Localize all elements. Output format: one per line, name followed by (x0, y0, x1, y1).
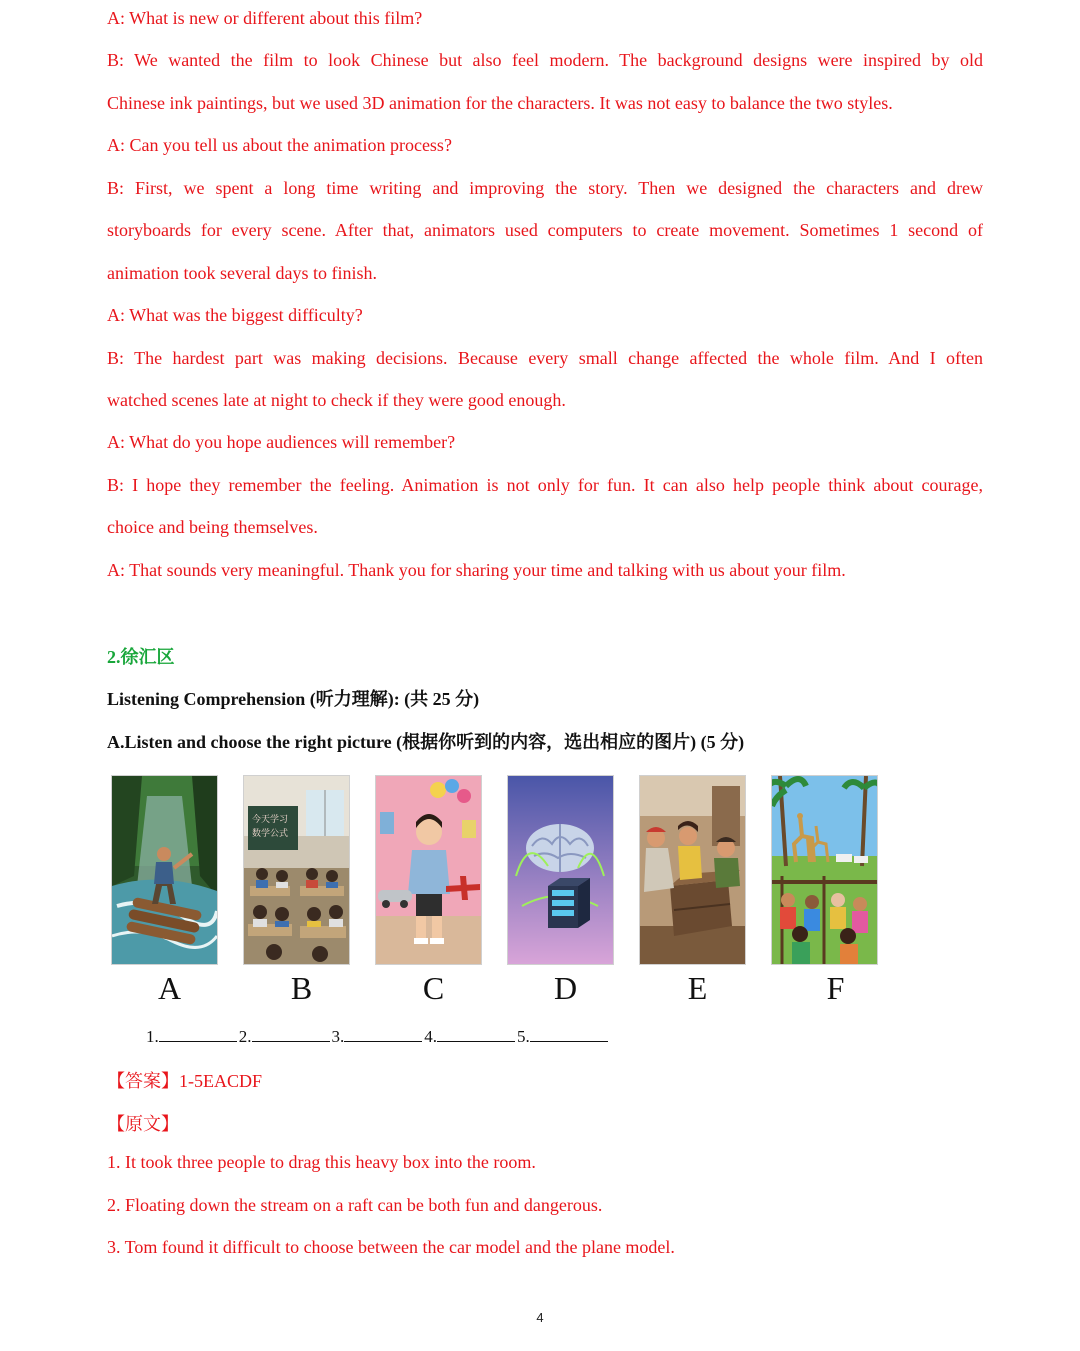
answer-blank[interactable] (437, 1027, 515, 1042)
dialogue-line: A: Can you tell us about the animation process? (107, 135, 452, 155)
dialogue-line: A: That sounds very meaningful. Thank you for sharing your time and talking with us about your film. (107, 560, 846, 580)
zoo-giraffe-picture (771, 775, 878, 965)
svg-text:数学公式: 数学公式 (252, 829, 289, 839)
dialogue-line: A: What was the biggest difficulty? (107, 305, 363, 325)
moving-box-picture (639, 775, 746, 965)
section-number: 2.徐汇区 (107, 647, 175, 667)
answer-blanks (146, 1027, 610, 1047)
blank-number: 4. (424, 1027, 437, 1046)
dialogue-line: B: First, we spent a long time writing and improving the story. Then we designed the characters and drew (107, 178, 983, 198)
svg-text:今天学习: 今天学习 (252, 815, 289, 825)
dialogue-line: A: What is new or different about this film? (107, 8, 423, 28)
picture-label: A (157, 970, 182, 1006)
dialogue-line: B: The hardest part was making decisions. Because every small change affected the whole film. And I often (107, 348, 983, 368)
picture-label: E (687, 970, 708, 1006)
blank-number: 3. (331, 1027, 345, 1046)
answer-blank[interactable] (530, 1027, 608, 1042)
classroom-picture (243, 775, 350, 965)
answer-blank[interactable] (252, 1027, 330, 1042)
dialogue-line: B: I hope they remember the feeling. Animation is not only for fun. It can also help people think about courage, (107, 475, 983, 495)
dialogue-line: A: What do you hope audiences will remember? (107, 432, 456, 452)
dialogue-line: watched scenes late at night to check if they were good enough. (107, 390, 566, 410)
picture-label: D (553, 970, 578, 1006)
original-text-heading: 【原文】 (107, 1114, 179, 1134)
answer-blank[interactable] (344, 1027, 422, 1042)
page-number: 4 (536, 1310, 544, 1325)
picture-label: B (290, 970, 313, 1006)
picture-label: F (826, 970, 845, 1006)
section-title: Listening Comprehension (听力理解): (共 25 分) (107, 689, 480, 709)
dialogue-line: animation took several days to finish. (107, 263, 377, 283)
picture-label: C (422, 970, 445, 1006)
answer-key: 【答案】1-5EACDF (107, 1071, 263, 1091)
blank-number: 5. (517, 1027, 530, 1046)
blank-number: 1. (146, 1027, 159, 1046)
dialogue-line: Chinese ink paintings, but we used 3D animation for the characters. It was not easy to balance the two styles. (107, 93, 893, 113)
part-a-instruction: A.Listen and choose the right picture (根据你听到的内容，选出相应的图片) (5 分) (107, 732, 745, 752)
blank-number: 2. (238, 1027, 252, 1046)
dialogue-line: choice and being themselves. (107, 517, 318, 537)
raft-river-picture (111, 775, 218, 965)
brain-computer-picture (507, 775, 614, 965)
boy-with-toys-picture (375, 775, 482, 965)
original-sentence: 1. It took three people to drag this heavy box into the room. (107, 1152, 536, 1172)
dialogue-line: storyboards for every scene. After that, animators used computers to create movement. Sometimes 1 second of (107, 220, 983, 240)
answer-blank[interactable] (159, 1027, 237, 1042)
original-sentence: 3. Tom found it difficult to choose between the car model and the plane model. (107, 1237, 675, 1257)
original-sentence: 2. Floating down the stream on a raft can be both fun and dangerous. (107, 1195, 603, 1215)
dialogue-line: B: We wanted the film to look Chinese but also feel modern. The background designs were inspired by old (107, 50, 983, 70)
